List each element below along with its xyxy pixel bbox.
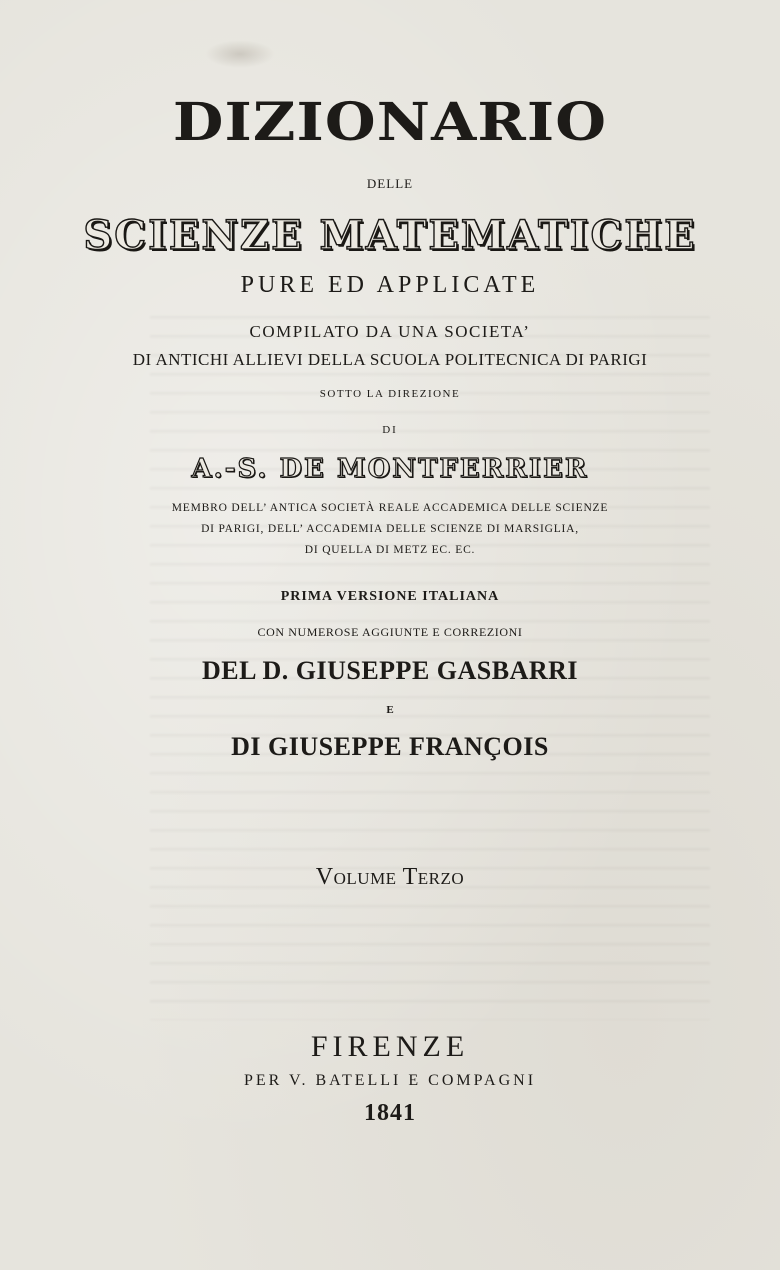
compiled-by-line-1: COMPILATO DA UNA SOCIETA’ [249,322,531,341]
author-credential-3: DI QUELLA DI METZ EC. EC. [304,544,476,556]
imprint-city: FIRENZE [310,1030,470,1063]
author-name: A.-S. DE MONTFERRIER [191,454,589,484]
book-subtitle: SCIENZE MATEMATICHE [83,212,697,259]
direction-line: SOTTO LA DIREZIONE [319,388,461,400]
book-subtitle-2: PURE ED APPLICATE [240,272,540,298]
author-credential-2: DI PARIGI, DELL’ ACCADEMIA DELLE SCIENZE DI MARSIGLIA, [201,523,579,535]
imprint-year: 1841 [364,1100,416,1126]
edition-line: PRIMA VERSIONE ITALIANA [280,589,500,604]
book-title: DIZIONARIO [172,92,608,153]
title-connector: DELLE [366,176,414,191]
compiled-by-line-2: DI ANTICHI ALLIEVI DELLA SCUOLA POLITECNICA DI PARIGI [132,350,648,369]
direction-di: DI [382,424,398,436]
imprint-publisher: PER V. BATELLI E COMPAGNI [243,1072,537,1089]
paper-stain [205,40,275,68]
additions-line: CON NUMEROSE AGGIUNTE E CORREZIONI [257,625,523,639]
editor-2: DI GIUSEPPE FRANÇOIS [231,732,549,761]
editor-conjunction: E [386,704,394,716]
volume-label: Volume Terzo [315,864,465,890]
editor-1: DEL D. GIUSEPPE GASBARRI [201,656,579,685]
author-credential-1: MEMBRO DELL’ ANTICA SOCIETÀ REALE ACCADEMICA DELLE SCIENZE [171,502,609,514]
